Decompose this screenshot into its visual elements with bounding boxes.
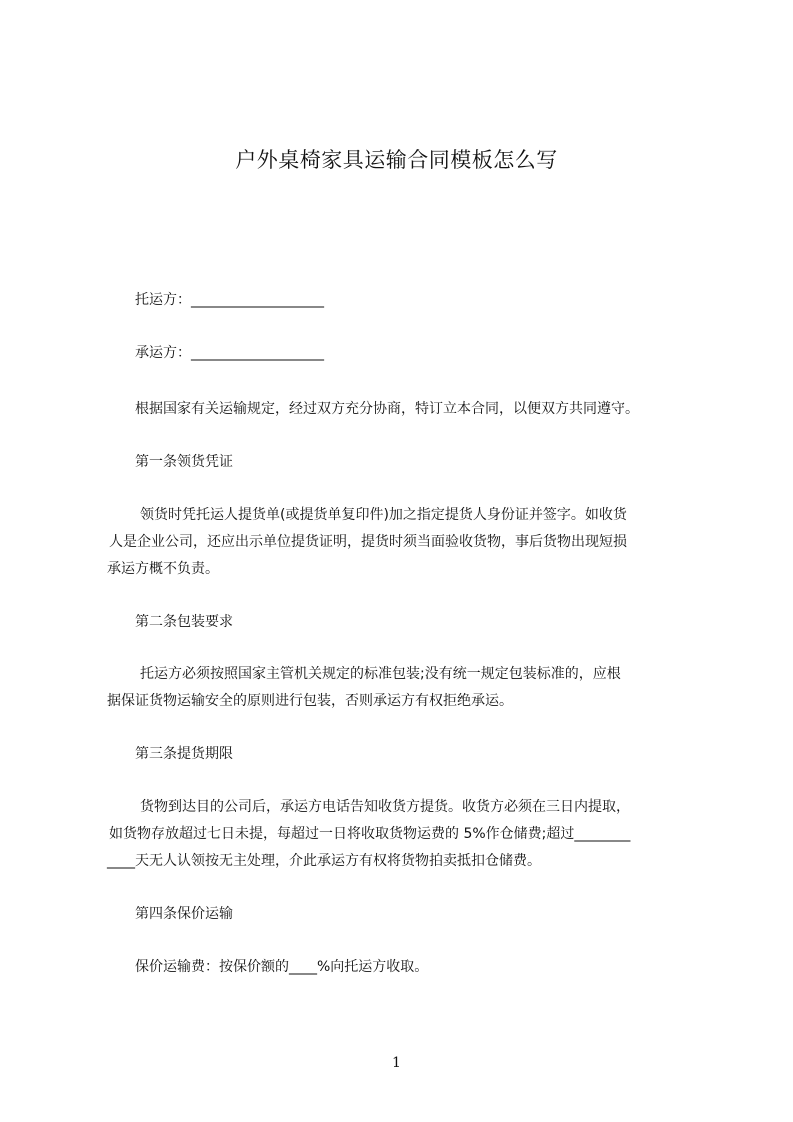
- article-4-text-line-1: 保价运输费：按保价额的____%向托运方收取。: [135, 959, 429, 975]
- article-2-text-line-1: 托运方必须按照国家主管机关规定的标准包装;没有统一规定包装标准的，应根: [140, 666, 621, 682]
- carrier-line: 承运方：___________________: [135, 345, 324, 361]
- article-2-heading: 第二条包装要求: [135, 614, 233, 630]
- article-2-text-line-2: 据保证货物运输安全的原则进行包装，否则承运方有权拒绝承运。: [107, 693, 513, 709]
- article-1-text-line-1: 领货时凭托运人提货单(或提货单复印件)加之指定提货人身份证并签字。如收货: [140, 507, 627, 523]
- shipper-line: 托运方：___________________: [135, 292, 324, 308]
- article-3-text-line-3: ____天无人认领按无主处理，介此承运方有权将货物拍卖抵扣仓储费。: [107, 853, 541, 869]
- page-number: 1: [392, 1055, 401, 1071]
- document-title: 户外桌椅家具运输合同模板怎么写: [235, 148, 558, 172]
- article-3-heading: 第三条提货期限: [135, 746, 233, 762]
- article-3-text-line-2: 如货物存放超过七日未提，每超过一日将收取货物运费的 5%作仓储费;超过________: [109, 826, 631, 842]
- article-1-heading: 第一条领货凭证: [135, 454, 233, 470]
- article-1-text-line-2: 人是企业公司，还应出示单位提货证明，提货时须当面验收货物，事后货物出现短损: [109, 534, 627, 550]
- article-4-heading: 第四条保价运输: [135, 906, 233, 922]
- article-3-text-line-1: 货物到达目的公司后，承运方电话告知收货方提货。收货方必须在三日内提取，: [140, 799, 630, 815]
- preamble-paragraph: 根据国家有关运输规定，经过双方充分协商，特订立本合同，以便双方共同遵守。: [135, 401, 639, 417]
- article-1-text-line-3: 承运方概不负责。: [107, 561, 219, 577]
